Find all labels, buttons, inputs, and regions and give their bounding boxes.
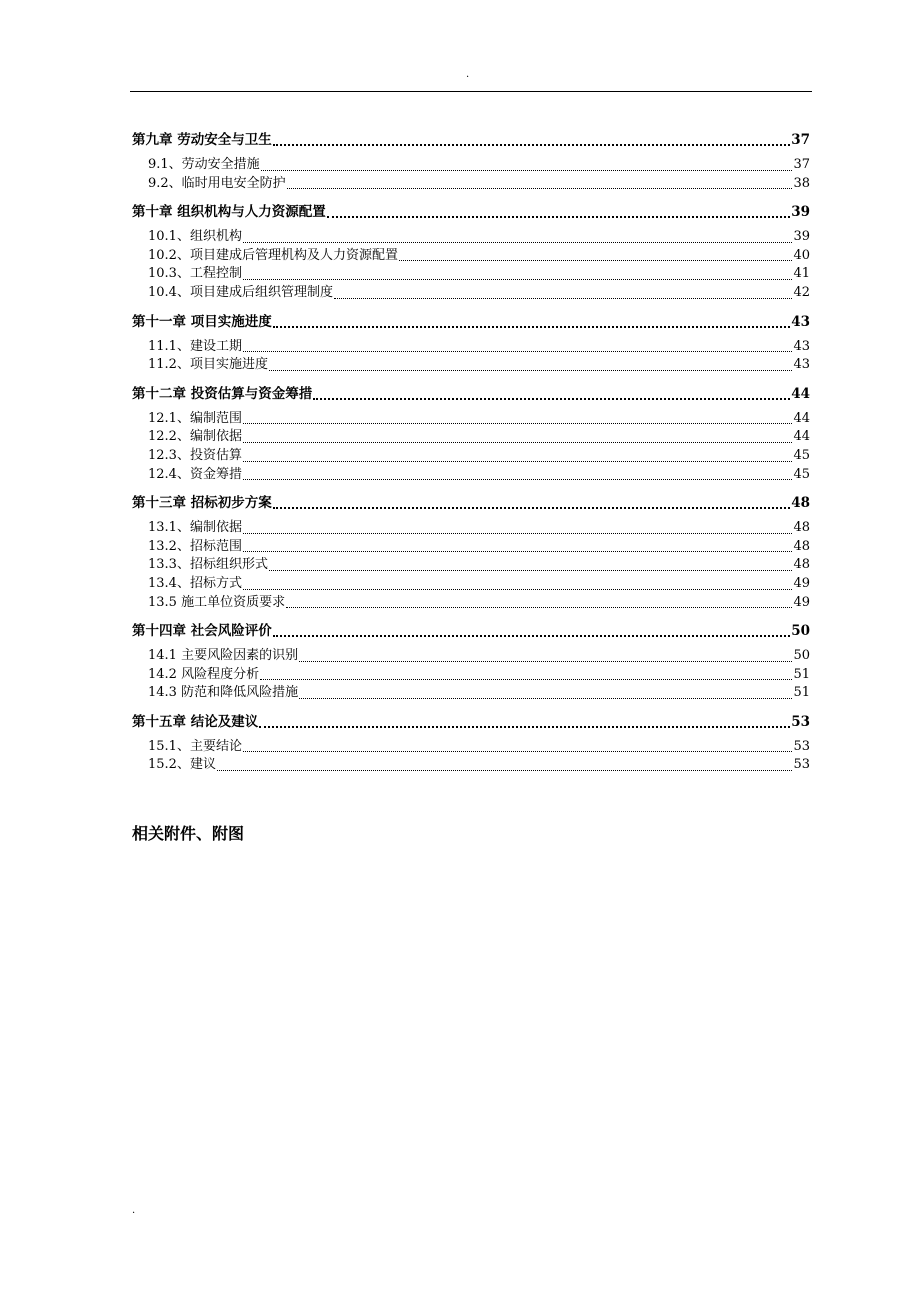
toc-section-entry[interactable] [132,428,810,447]
toc-page-number: 37 [793,157,810,172]
toc-page-number: 45 [793,466,810,482]
toc-entry-label: 第十一章 项目实施进度 [132,313,272,330]
toc-section-entry[interactable] [132,175,810,194]
toc-section-entry[interactable] [132,338,810,357]
header-rule [130,91,812,92]
toc-page-number: 50 [791,623,810,640]
toc-entry-label: 10.4、项目建成后组织管理制度 [148,284,333,300]
toc-page-number: 45 [793,447,810,463]
toc-entry-label: 13.4、招标方式 [148,575,242,591]
toc-entry-label: 12.2、编制依据 [148,429,242,445]
toc-section-entry[interactable] [132,647,810,666]
toc-dot-leader [260,679,792,680]
toc-section-entry[interactable] [132,284,810,303]
toc-dot-leader [243,589,793,590]
toc-page-number: 43 [793,357,810,373]
toc-chapter-entry[interactable] [132,384,810,404]
toc-entry-label: 14.3 防范和降低风险措施 [148,685,299,701]
toc-section-entry[interactable] [132,666,810,685]
toc-entry-label: 第十二章 投资估算与资金筹措 [132,385,313,402]
toc-page-number: 43 [793,338,810,354]
toc-dot-leader [273,635,791,637]
toc-section-entry[interactable] [132,447,810,466]
toc-entry-label: 10.1、组织机构 [148,229,242,245]
toc-entry-label: 13.5 施工单位资质要求 [148,594,286,610]
toc-dot-leader [243,423,793,424]
toc-entry-label: 12.4、资金筹措 [148,466,242,482]
toc-dot-leader [273,144,791,146]
toc-page-number: 39 [793,229,810,245]
toc-section-entry[interactable] [132,466,810,485]
toc-chapter-entry[interactable] [132,312,810,332]
toc-page-number: 48 [793,520,810,536]
toc-page-number: 53 [791,713,810,730]
toc-entry-label: 11.1、建设工期 [148,338,242,354]
toc-section-entry[interactable] [132,556,810,575]
toc-dot-leader [243,751,793,752]
toc-chapter-entry[interactable] [132,712,810,732]
toc-page-number: 39 [791,204,810,221]
toc-page-number: 53 [793,757,810,773]
toc-page-number: 48 [791,495,810,512]
toc-section-entry[interactable] [132,228,810,247]
toc-section-entry[interactable] [132,156,810,175]
toc-entry-label: 9.1、劳动安全措施 [148,157,260,172]
toc-entry-label: 10.3、工程控制 [148,266,242,282]
toc-page-number: 44 [793,410,810,426]
toc-entry-label: 12.3、投资估算 [148,447,242,463]
toc-entry-label: 11.2、项目实施进度 [148,357,268,373]
toc-page-number: 41 [793,266,810,282]
toc-page-number: 44 [791,385,810,402]
toc-page-number: 44 [793,429,810,445]
toc-page-number: 48 [793,538,810,554]
toc-section-entry[interactable] [132,575,810,594]
toc-page-number: 40 [793,247,810,263]
toc-dot-leader [287,188,793,189]
toc-dot-leader [259,726,790,728]
toc-dot-leader [273,507,791,509]
toc-page-number: 38 [793,175,810,191]
toc-dot-leader [269,570,793,571]
toc-section-entry[interactable] [132,519,810,538]
toc-dot-leader [243,551,793,552]
toc-page-number: 53 [793,738,810,754]
toc-dot-leader [243,242,793,243]
toc-dot-leader [299,698,792,699]
toc-chapter-entry[interactable] [132,130,810,150]
toc-dot-leader [327,216,791,218]
toc-section-entry[interactable] [132,684,810,703]
toc-page-number: 51 [793,685,810,701]
toc-section-entry[interactable] [132,265,810,284]
toc-section-entry[interactable] [132,410,810,429]
toc-page-number: 49 [793,594,810,610]
toc-entry-label: 第十三章 招标初步方案 [132,495,272,512]
header-mark: . [466,69,470,80]
toc-dot-leader [243,533,793,534]
toc-dot-leader [243,279,793,280]
toc-section-entry[interactable] [132,594,810,613]
toc-dot-leader [334,298,793,299]
toc-section-entry[interactable] [132,247,810,266]
toc-dot-leader [243,442,793,443]
toc-dot-leader [286,607,792,608]
toc-entry-label: 第九章 劳动安全与卫生 [132,132,272,148]
toc-entry-label: 14.1 主要风险因素的识别 [148,648,299,664]
toc-section-entry[interactable] [132,738,810,757]
toc-entry-label: 15.1、主要结论 [148,738,242,754]
toc-chapter-entry[interactable] [132,202,810,222]
toc-entry-label: 第十五章 结论及建议 [132,713,259,730]
toc-section-entry[interactable] [132,538,810,557]
footer-mark: . [132,1205,136,1216]
table-of-contents [132,130,810,775]
toc-entry-label: 13.3、招标组织形式 [148,557,268,573]
toc-dot-leader [217,770,793,771]
toc-entry-label: 第十四章 社会风险评价 [132,623,272,640]
toc-dot-leader [313,398,790,400]
toc-entry-label: 10.2、项目建成后管理机构及人力资源配置 [148,247,398,263]
toc-dot-leader [299,661,792,662]
toc-page-number: 42 [793,284,810,300]
toc-entry-label: 15.2、建议 [148,757,216,773]
toc-dot-leader [261,170,793,171]
toc-chapter-entry[interactable] [132,493,810,513]
toc-dot-leader [399,260,793,261]
toc-entry-label: 9.2、临时用电安全防护 [148,175,286,191]
toc-section-entry[interactable] [132,756,810,775]
toc-page-number: 48 [793,557,810,573]
toc-dot-leader [243,351,793,352]
appendix-title: 相关附件、附图 [132,824,245,843]
toc-section-entry[interactable] [132,356,810,375]
toc-page-number: 43 [791,313,810,330]
toc-dot-leader [243,461,793,462]
toc-dot-leader [273,326,791,328]
toc-entry-label: 14.2 风险程度分析 [148,666,260,682]
toc-page-number: 37 [791,132,810,148]
toc-entry-label: 13.1、编制依据 [148,520,242,536]
toc-dot-leader [269,370,793,371]
toc-dot-leader [243,479,793,480]
toc-entry-label: 12.1、编制范围 [148,410,242,426]
toc-page-number: 49 [793,575,810,591]
toc-page-number: 50 [793,648,810,664]
toc-entry-label: 13.2、招标范围 [148,538,242,554]
toc-chapter-entry[interactable] [132,621,810,641]
toc-entry-label: 第十章 组织机构与人力资源配置 [132,204,326,221]
toc-page-number: 51 [793,666,810,682]
